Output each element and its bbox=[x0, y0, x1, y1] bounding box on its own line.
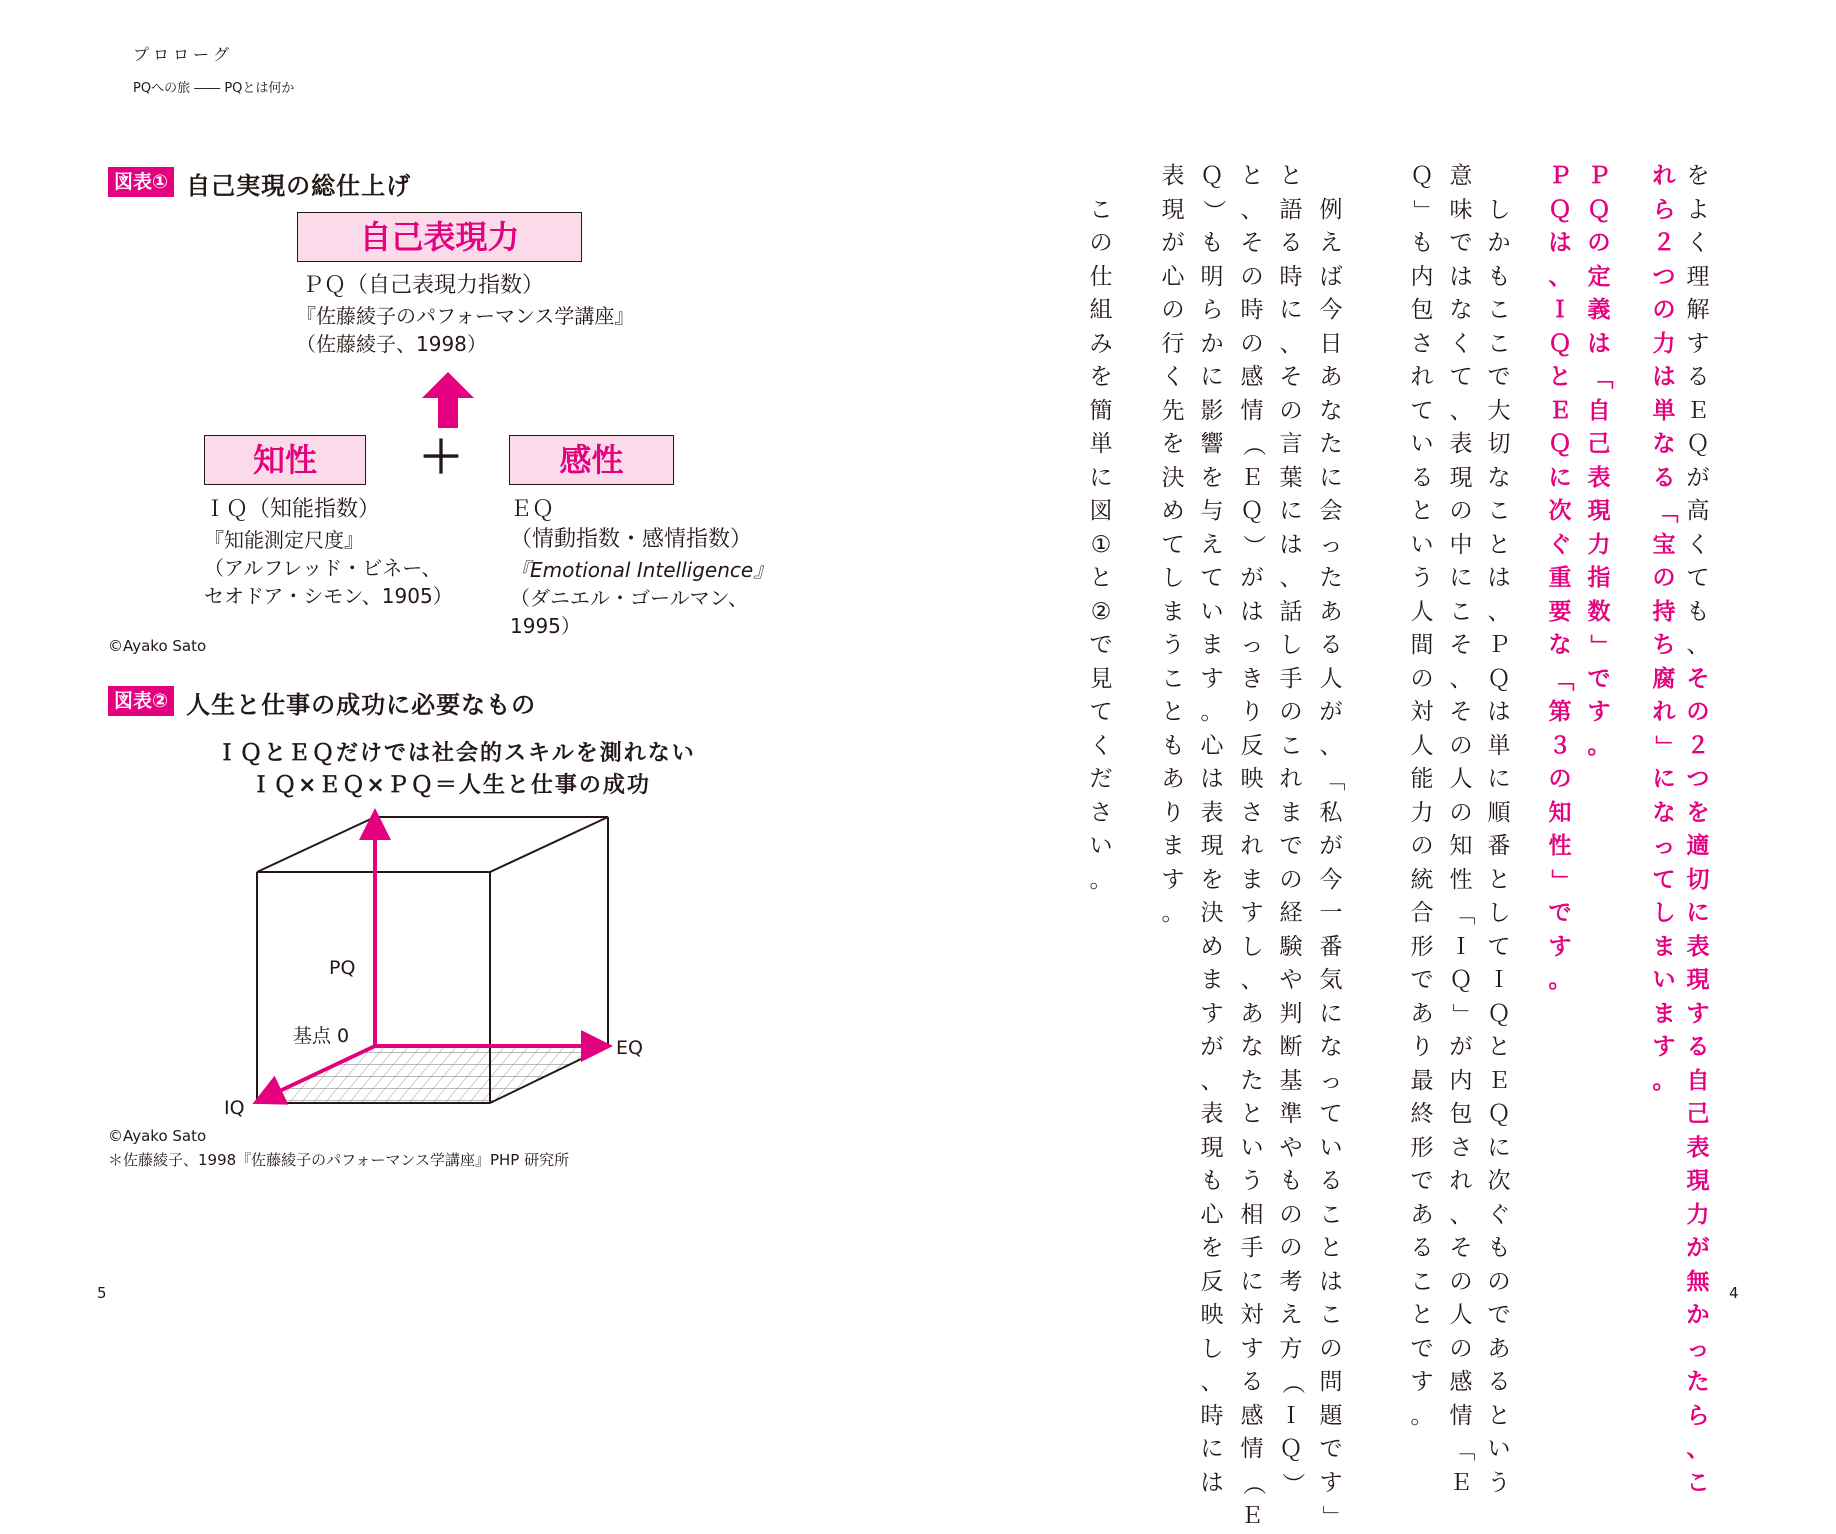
pq-source-author: （佐藤綾子、1998） bbox=[296, 332, 487, 356]
figure2-caption1: ＩＱとＥＱだけでは社会的スキルを測れない bbox=[216, 741, 696, 766]
figure2-credit: ©Ayako Sato bbox=[108, 1127, 207, 1145]
chapter-subtitle: PQへの旅 ―― PQとは何か bbox=[133, 81, 295, 96]
iq-source-author2: セオドア・シモン、1905） bbox=[204, 584, 453, 608]
text-column: Ｐ Ｑ の 定 義 は 「 自 己 表 現 力 指 数 」 で す 。 bbox=[1586, 163, 1613, 759]
iq-label: ＩＱ（知能指数） bbox=[204, 497, 381, 522]
text-column: Ｑ ） も 明 ら か に 影 響 を 与 え て い ま す 。 心 は 表 現 を 決 め ま す が 、 表 現 も 心 を 反 映 し 、 時 に は bbox=[1199, 163, 1226, 1496]
eq-label: ＥＱ bbox=[510, 497, 555, 522]
axis-label-iq: IQ bbox=[224, 1097, 245, 1119]
text-column: を よ く 理 解 す る Ｅ Ｑ が 高 く て も 、 そ の ２ つ を 適 切 に 表 現 す る 自 己 表 現 力 が 無 か っ た ら 、 こ bbox=[1680, 160, 1716, 1500]
figure2-caption2: ＩＱ×ＥＱ×ＰＱ＝人生と仕事の成功 bbox=[250, 773, 651, 798]
figure2-title: 人生と仕事の成功に必要なもの bbox=[186, 691, 537, 719]
pq-label: ＰＱ（自己表現力指数） bbox=[302, 273, 545, 298]
chapter-title: プロローグ bbox=[133, 45, 234, 64]
iq-source-book: 『知能測定尺度』 bbox=[204, 528, 364, 552]
emphasis-text: そ の ２ つ を 適 切 に 表 現 す る 自 己 表 現 力 が 無 か っ た ら 、 こ bbox=[1686, 665, 1710, 1496]
text-column: と 語 る 時 に 、 そ の 言 葉 に は 、 話 し 手 の こ れ ま で の 経 験 や 判 断 基 準 や も の の 考 え 方 （ Ｉ Ｑ ） bbox=[1278, 163, 1305, 1495]
origin-label: 基点 0 bbox=[293, 1025, 350, 1047]
page-number-right: 4 bbox=[1729, 1284, 1739, 1302]
text-column: Ｐ Ｑ は 、 Ｉ Ｑ と Ｅ Ｑ に 次 ぐ 重 要 な 「 第 ３ の 知 性 」 で す 。 bbox=[1547, 163, 1574, 993]
eq-subtitle: （情動指数・感情指数） bbox=[510, 527, 753, 552]
up-arrow-icon bbox=[418, 370, 478, 430]
text-column: し か も こ こ で 大 切 な こ と は 、 Ｐ Ｑ は 単 に 順 番 と し て Ｉ Ｑ と Ｅ Ｑ に 次 ぐ も の で あ る と い う bbox=[1487, 196, 1511, 1496]
text-column: こ の 仕 組 み を 簡 単 に 図 ① と ② で 見 て く だ さ い 。 bbox=[1089, 196, 1113, 893]
intellect-box: 知性 bbox=[204, 435, 366, 485]
figure1-credit: ©Ayako Sato bbox=[108, 637, 207, 655]
self-expression-box: 自己表現力 bbox=[297, 212, 582, 262]
text-column: と 、 そ の 時 の 感 情 （ Ｅ Ｑ ） が は っ き り 反 映 さ れ ま す し 、 あ な た と い う 相 手 に 対 す る 感 情 （ Ｅ bbox=[1239, 163, 1266, 1529]
pq-source-book: 『佐藤綾子のパフォーマンス学講座』 bbox=[296, 304, 635, 328]
axis-label-eq: EQ bbox=[616, 1037, 643, 1059]
figure2-footnote: ＊佐藤綾子、1998『佐藤綾子のパフォーマンス学講座』PHP 研究所 bbox=[108, 1151, 570, 1169]
figure2-label: 図表② bbox=[108, 686, 174, 716]
text-column: Ｑ 」 も 内 包 さ れ て い る と い う 人 間 の 対 人 能 力 の 統 合 形 で あ り 最 終 形 で あ る こ と で す 。 bbox=[1409, 163, 1436, 1429]
axis-label-pq: PQ bbox=[329, 957, 356, 979]
figure2-heading bbox=[108, 685, 536, 720]
eq-source-author1: （ダニエル・ゴールマン、 bbox=[510, 586, 748, 610]
eq-source-book: 『Emotional Intelligence』 bbox=[510, 558, 774, 582]
iq-source-author1: （アルフレッド・ビネー、 bbox=[204, 556, 442, 580]
floor-grid bbox=[255, 1046, 608, 1103]
figure1-label: 図表① bbox=[108, 167, 174, 197]
text-column: 表 現 が 心 の 行 く 先 を 決 め て し ま う こ と も あ り ま す 。 bbox=[1161, 163, 1185, 926]
figure1-heading bbox=[108, 166, 411, 201]
text-column: 例 え ば 今 日 あ な た に 会 っ た あ る 人 が 、 「 私 が 今 一 番 気 に な っ て い る こ と は こ の 問 題 で す 」 bbox=[1318, 196, 1345, 1529]
eq-source-author2: 1995） bbox=[510, 614, 581, 638]
cube-diagram bbox=[195, 800, 655, 1120]
sensibility-box: 感性 bbox=[509, 435, 674, 485]
plus-icon: ＋ bbox=[419, 432, 463, 483]
text-column: れ ら ２ つ の 力 は 単 な る 「 宝 の 持 ち 腐 れ 」 に な っ て し ま い ま す 。 bbox=[1651, 163, 1678, 1094]
text-column: 意 味 で は な く て 、 表 現 の 中 に こ そ 、 そ の 人 の 知 性 「 Ｉ Ｑ 」 が 内 包 さ れ 、 そ の 人 の 感 情 「 Ｅ bbox=[1448, 163, 1475, 1496]
page-number-left: 5 bbox=[97, 1284, 107, 1302]
figure1-title: 自己実現の総仕上げ bbox=[186, 172, 412, 200]
